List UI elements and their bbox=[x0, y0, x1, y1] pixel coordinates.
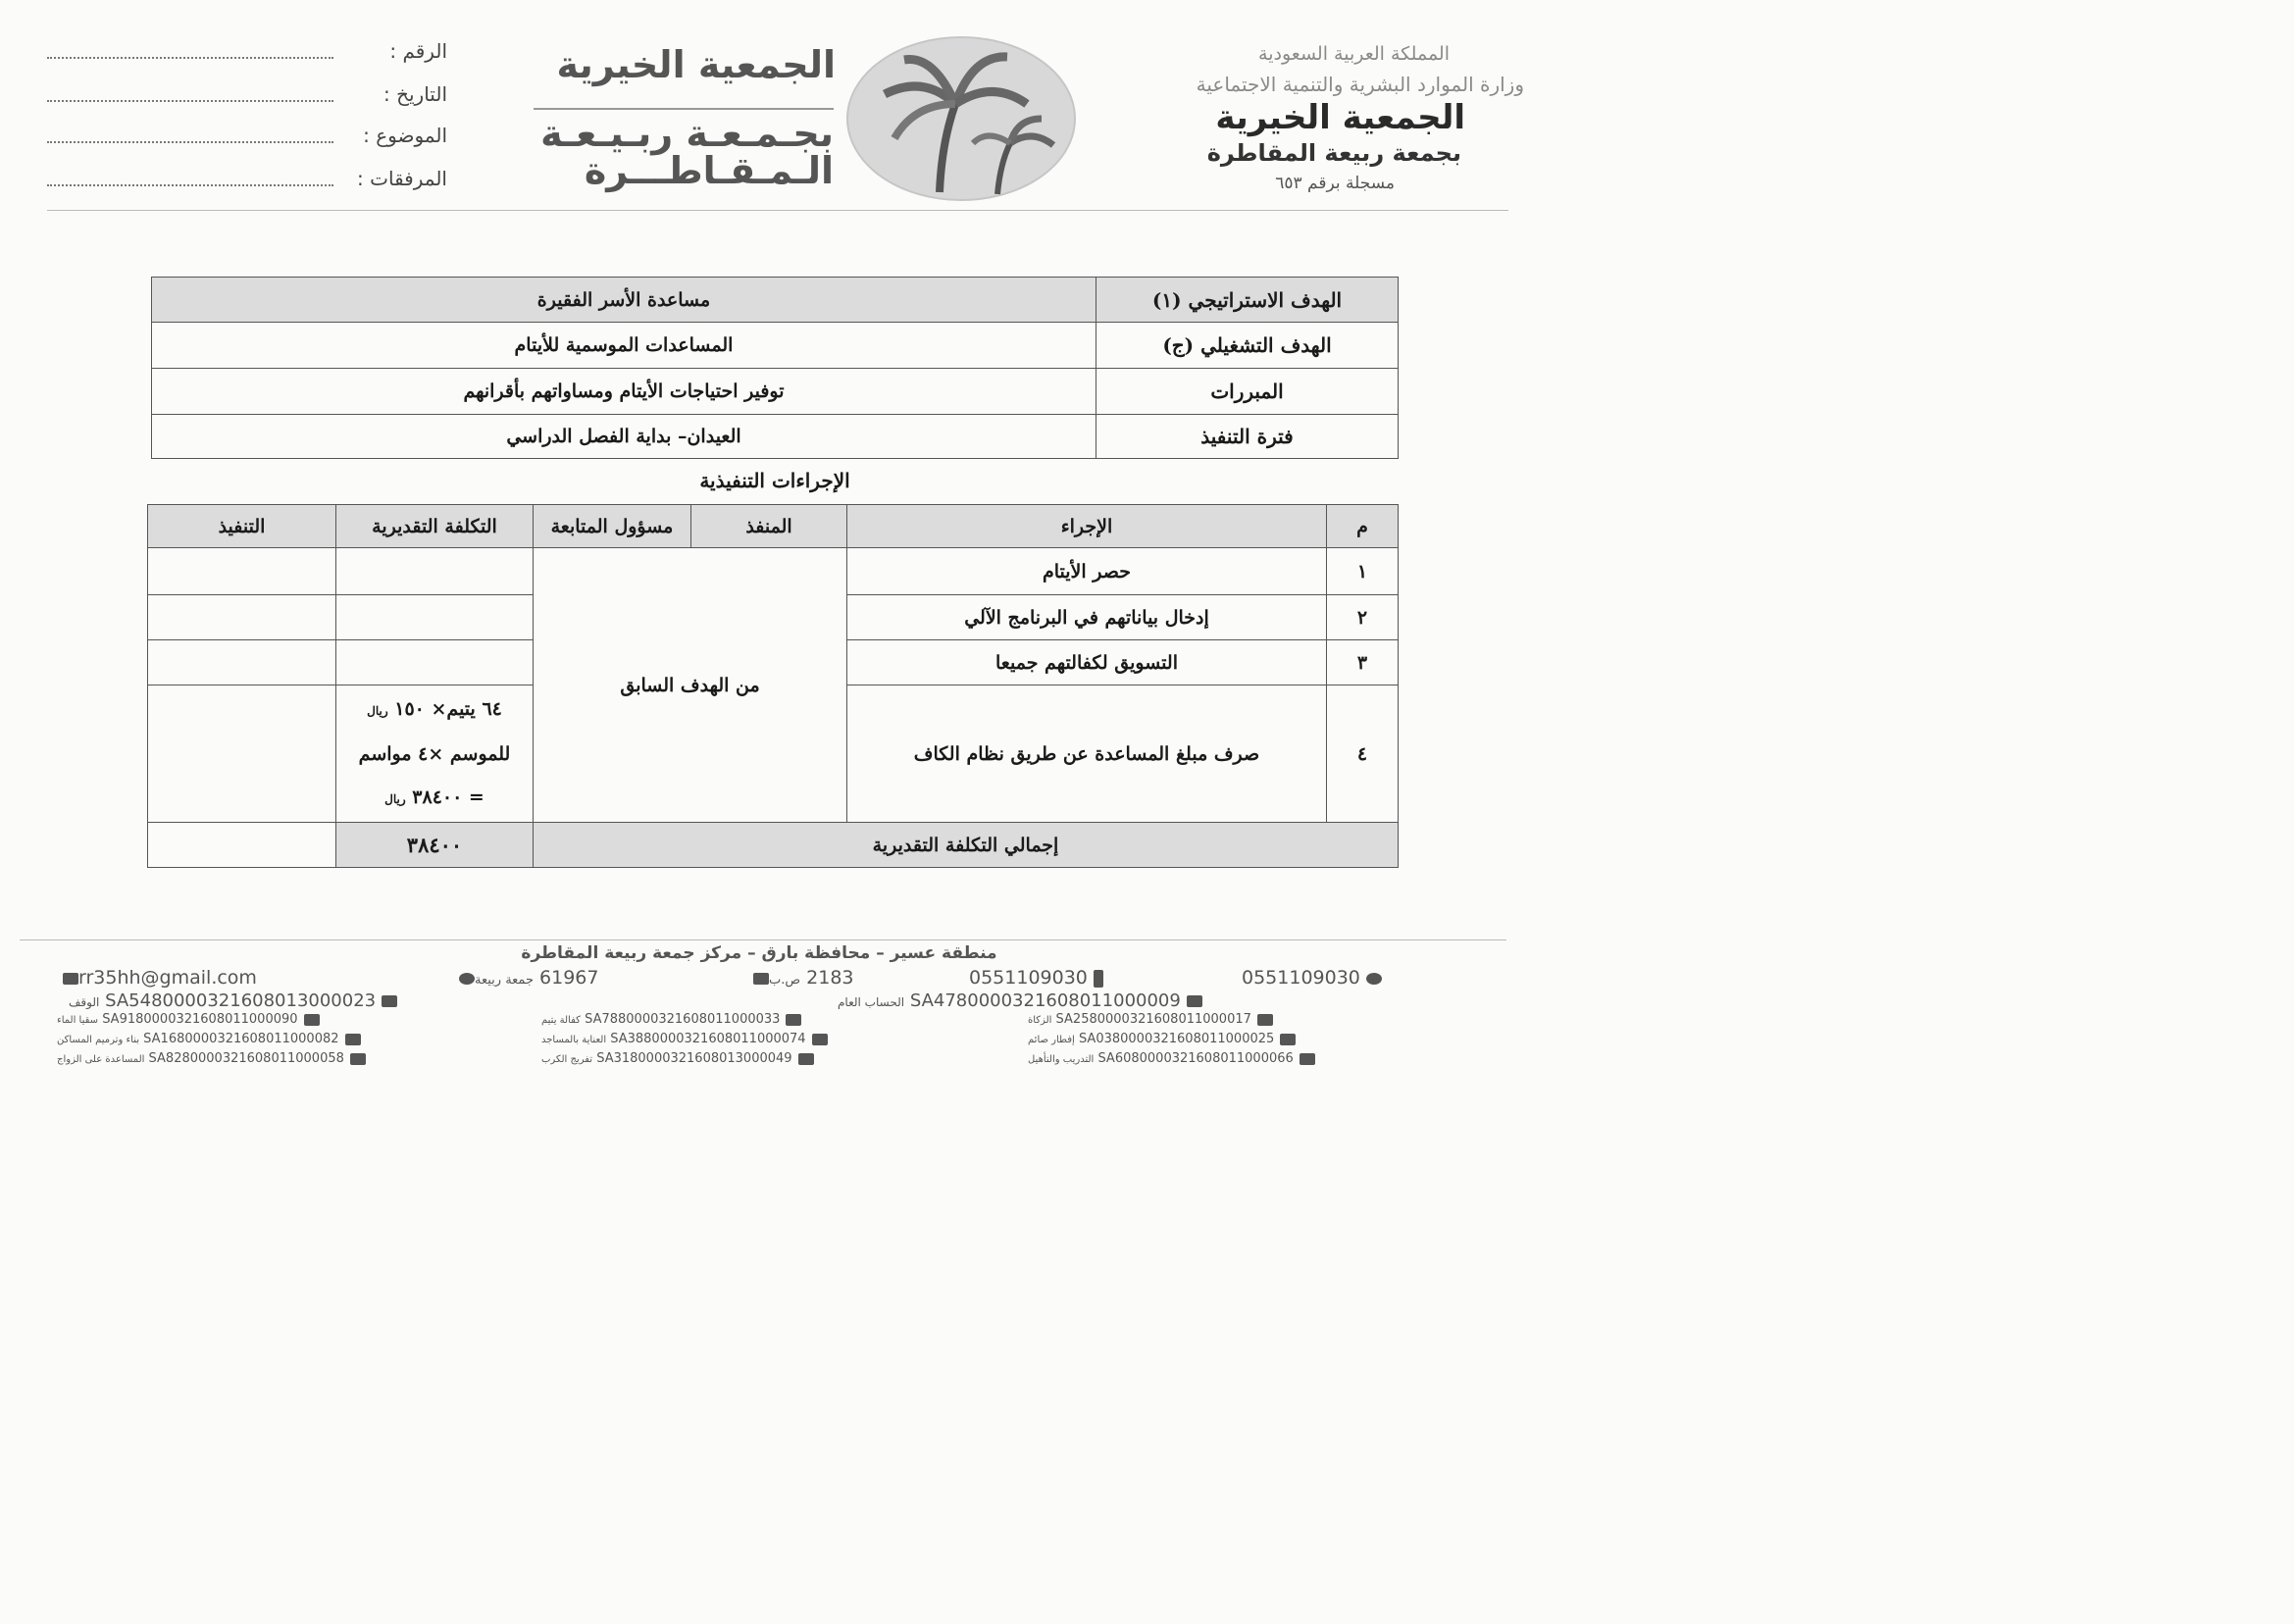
org-place-center-1: بجـمـعـة ربـيـعـة bbox=[540, 112, 834, 155]
mobile-icon bbox=[1094, 970, 1103, 988]
row-number: ٤ bbox=[1327, 685, 1399, 823]
bank-icon bbox=[812, 1034, 828, 1045]
col-header-action: الإجراء bbox=[847, 505, 1327, 548]
bank-icon bbox=[1257, 1014, 1273, 1026]
goal-label: فترة التنفيذ bbox=[1096, 415, 1399, 459]
goal-value: توفير احتياجات الأيتام ومساواتهم بأقرانهم bbox=[152, 369, 1096, 415]
total-value: ٣٨٤٠٠ bbox=[336, 823, 534, 868]
footer-phone-1[interactable]: 0551109030 bbox=[1242, 967, 1382, 989]
gov-line-1: المملكة العربية السعودية bbox=[1258, 43, 1450, 65]
account-training: SA6080000321608011000066 التدريب والتأهيل bbox=[1028, 1051, 1315, 1066]
goal-value: المساعدات الموسمية للأيتام bbox=[152, 323, 1096, 369]
footer-general-account: SA4780000321608011000009 الحساب العام bbox=[826, 990, 1202, 1011]
row-action: حصر الأيتام bbox=[847, 548, 1327, 595]
total-row bbox=[148, 823, 1399, 868]
account-orphan-sponsorship: SA7880000321608011000033 كفالة يتيم bbox=[541, 1012, 801, 1027]
bank-icon bbox=[1187, 995, 1202, 1007]
total-execution bbox=[148, 823, 336, 868]
row-execution[interactable] bbox=[148, 548, 336, 595]
header-center-divider bbox=[534, 108, 834, 110]
col-header-execution: التنفيذ bbox=[148, 505, 336, 548]
footer-waqf-account: SA5480000321608013000023 الوقف bbox=[59, 990, 397, 1011]
goal-label: الهدف التشغيلي (ج) bbox=[1096, 323, 1399, 369]
post-icon bbox=[459, 973, 475, 985]
procedures-title: الإجراءات التنفيذية bbox=[699, 469, 850, 492]
row-execution[interactable] bbox=[148, 595, 336, 640]
bank-icon bbox=[345, 1034, 361, 1045]
bank-icon bbox=[304, 1014, 320, 1026]
attachments-line[interactable] bbox=[47, 184, 333, 186]
goal-value: العيدان– بداية الفصل الدراسي bbox=[152, 415, 1096, 459]
row-action: التسويق لكفالتهم جميعا bbox=[847, 640, 1327, 685]
palm-logo bbox=[845, 35, 1077, 202]
footer-postal: 61967 جمعة ربيعة bbox=[453, 967, 599, 989]
subject-line[interactable] bbox=[47, 141, 333, 143]
goal-row bbox=[152, 415, 1399, 459]
registration-number: مسجلة برقم ٦٥٣ bbox=[1275, 174, 1395, 193]
bank-icon bbox=[798, 1053, 814, 1065]
account-zakat: SA2580000321608011000017 الزكاة bbox=[1028, 1012, 1273, 1027]
bank-icon bbox=[350, 1053, 366, 1065]
account-iftar: SA0380000321608011000025 إفطار صائم bbox=[1028, 1032, 1296, 1046]
goal-row bbox=[152, 369, 1399, 415]
row-number: ٣ bbox=[1327, 640, 1399, 685]
footer-email[interactable]: rr35hh@gmail.com bbox=[57, 967, 257, 989]
org-name-right: الجمعية الخيرية bbox=[1215, 98, 1465, 137]
bank-icon bbox=[1280, 1034, 1296, 1045]
bank-icon bbox=[382, 995, 397, 1007]
col-header-responsible: مسؤول المتابعة bbox=[534, 505, 691, 548]
row-number: ٢ bbox=[1327, 595, 1399, 640]
org-place-center-2: الـمـقـاطـــرة bbox=[584, 149, 834, 192]
mail-icon bbox=[63, 973, 78, 985]
account-mosques: SA3880000321608011000074 العناية بالمساجد bbox=[541, 1032, 828, 1046]
col-header-number: م bbox=[1327, 505, 1399, 548]
org-place-right: بجمعة ربيعة المقاطرة bbox=[1206, 139, 1461, 167]
footer-address: منطقة عسير – محافظة بارق – مركز جمعة ربيعة المقاطرة bbox=[521, 943, 997, 963]
whatsapp-icon bbox=[1366, 973, 1382, 985]
account-marriage: SA8280000321608011000058 المساعدة على الزواج bbox=[57, 1051, 366, 1066]
col-header-cost: التكلفة التقديرية bbox=[336, 505, 534, 548]
row-action: صرف مبلغ المساعدة عن طريق نظام الكاف bbox=[847, 685, 1327, 823]
footer-separator bbox=[20, 939, 1506, 940]
cost-line-3: = ٣٨٤٠٠ ريال bbox=[384, 786, 484, 808]
gov-line-2: وزارة الموارد البشرية والتنمية الاجتماعية bbox=[1196, 73, 1524, 96]
total-label: إجمالي التكلفة التقديرية bbox=[534, 823, 1399, 868]
goal-value: مساعدة الأسر الفقيرة bbox=[152, 278, 1096, 323]
mailbox-icon bbox=[753, 973, 769, 985]
footer-phone-2[interactable]: 0551109030 bbox=[969, 967, 1103, 989]
row-cost[interactable] bbox=[336, 595, 534, 640]
account-water: SA9180000321608011000090 سقيا الماء bbox=[57, 1012, 320, 1027]
account-relief: SA3180000321608013000049 تفريج الكرب bbox=[541, 1051, 814, 1066]
table-row bbox=[148, 548, 1399, 595]
goal-label: الهدف الاستراتيجي (١) bbox=[1096, 278, 1399, 323]
footer-pobox: 2183 ص.ب bbox=[747, 967, 854, 989]
cost-line-1: ٦٤ يتيم× ١٥٠ ريال bbox=[367, 697, 502, 720]
row-cost bbox=[336, 685, 534, 823]
label-date: التاريخ : bbox=[382, 82, 447, 106]
goal-row bbox=[152, 278, 1399, 323]
header-separator bbox=[47, 210, 1508, 211]
procedures-header-row bbox=[148, 505, 1399, 548]
number-line[interactable] bbox=[47, 57, 333, 59]
goal-row bbox=[152, 323, 1399, 369]
row-number: ١ bbox=[1327, 548, 1399, 595]
row-action: إدخال بياناتهم في البرنامج الآلي bbox=[847, 595, 1327, 640]
row-cost[interactable] bbox=[336, 640, 534, 685]
date-line[interactable] bbox=[47, 100, 333, 102]
label-number: الرقم : bbox=[389, 39, 447, 63]
goals-table bbox=[151, 277, 1399, 459]
label-subject: الموضوع : bbox=[363, 124, 447, 147]
bank-icon bbox=[786, 1014, 801, 1026]
label-attachments: المرفقات : bbox=[357, 167, 447, 190]
row-cost[interactable] bbox=[336, 548, 534, 595]
cost-line-2: للموسم ×٤ مواسم bbox=[358, 742, 511, 765]
org-name-center: الجمعية الخيرية bbox=[556, 43, 836, 86]
merged-responsible: من الهدف السابق bbox=[534, 548, 847, 823]
procedures-table bbox=[147, 504, 1399, 868]
bank-icon bbox=[1300, 1053, 1315, 1065]
goal-label: المبررات bbox=[1096, 369, 1399, 415]
row-execution[interactable] bbox=[148, 685, 336, 823]
col-header-executor: المنفذ bbox=[691, 505, 847, 548]
account-housing: SA1680000321608011000082 بناء وترميم المساكن bbox=[57, 1032, 361, 1046]
row-execution[interactable] bbox=[148, 640, 336, 685]
